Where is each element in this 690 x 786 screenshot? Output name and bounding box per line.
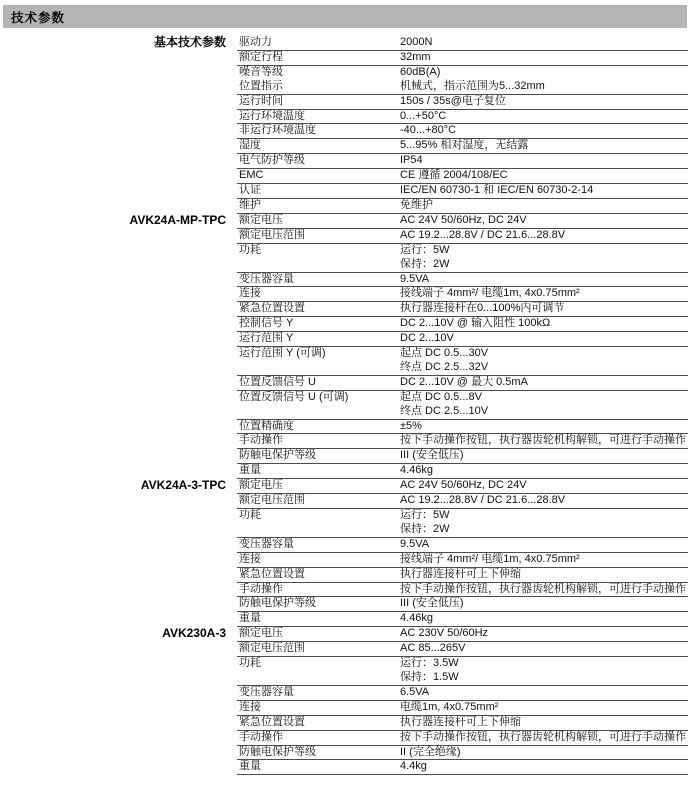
param-value: AC 24V 50/60Hz, DC 24V [400, 213, 527, 226]
table-row [237, 568, 688, 582]
param-value: AC 19.2...28.8V / DC 21.6...28.8V [400, 494, 566, 507]
param-value: 起点 DC 0.5...30V [400, 347, 489, 360]
page-title: 技术参数 [11, 10, 66, 25]
row-group [237, 464, 688, 479]
param-value: 32mm [400, 50, 431, 63]
param-value: 按下手动操作按钮，执行器齿轮机构解锁，可进行手动操作 [400, 582, 686, 595]
param-name: 紧急位置设置 [239, 567, 305, 580]
row-group [237, 244, 688, 273]
table-row [237, 124, 688, 138]
table-row [237, 612, 688, 626]
row-group [237, 273, 688, 288]
param-value: ±5% [400, 419, 422, 432]
table-row [237, 553, 688, 567]
param-name: 驱动力 [239, 36, 272, 48]
row-group [237, 686, 688, 701]
row-group [237, 716, 688, 731]
table-row [237, 258, 688, 272]
table-row [237, 332, 688, 346]
param-name: 手动操作 [239, 730, 283, 743]
param-name: 功耗 [239, 657, 261, 670]
param-value: 按下手动操作按钮，执行器齿轮机构解锁，可进行手动操作 [400, 730, 686, 743]
row-group [237, 434, 688, 449]
param-name: 额定电压范围 [239, 228, 305, 241]
table-row [237, 273, 688, 287]
table-row [237, 199, 688, 213]
row-group [237, 760, 688, 775]
param-name: 重量 [239, 760, 261, 773]
param-value: 4.46kg [400, 612, 434, 625]
table-row [237, 538, 688, 552]
param-name: 位置反馈信号 U [239, 375, 316, 388]
param-name: 重量 [239, 612, 261, 625]
row-group [237, 169, 688, 184]
param-name [237, 405, 400, 419]
row-group [237, 449, 688, 464]
param-name: 噪音等级 [239, 65, 283, 78]
param-value: 5...95% 相对湿度，无结露 [400, 139, 529, 152]
row-group [237, 36, 688, 51]
section-rows [237, 479, 688, 627]
section-header-bar [3, 5, 687, 28]
param-value: 按下手动操作按钮，执行器齿轮机构解锁，可进行手动操作 [400, 434, 686, 447]
param-name: 变压器容量 [239, 685, 294, 698]
param-value: 运行：5W [400, 243, 450, 256]
param-value: 起点 DC 0.5...8V [400, 390, 482, 403]
row-group [237, 287, 688, 302]
param-name: 运行范围 Y [239, 332, 294, 345]
row-group [237, 184, 688, 199]
param-name [237, 258, 400, 272]
table-row [237, 686, 688, 700]
row-group [237, 229, 688, 244]
table-row [237, 657, 688, 671]
table-row [237, 464, 688, 478]
row-group [237, 332, 688, 347]
param-value: II (完全绝缘) [400, 745, 461, 758]
param-name: 额定电压 [239, 627, 283, 640]
table-row [237, 479, 688, 493]
param-value: 机械式，指示范围为5...32mm [400, 79, 545, 92]
param-name: 运行范围 Y (可调) [239, 347, 326, 360]
table-row [237, 80, 688, 94]
section-rows [237, 36, 688, 214]
row-group [237, 642, 688, 657]
row-group [237, 154, 688, 169]
param-value: AC 85...265V [400, 642, 466, 655]
param-name: 湿度 [239, 139, 261, 152]
param-value: IP54 [400, 154, 423, 167]
param-name: 电气防护等级 [239, 154, 305, 167]
row-group [237, 302, 688, 317]
table-row [237, 287, 688, 301]
row-group [237, 553, 688, 568]
param-name: 额定电压 [239, 213, 283, 226]
param-name: 紧急位置设置 [239, 715, 305, 728]
table-row [237, 317, 688, 331]
param-name: 额定行程 [239, 50, 283, 63]
row-group [237, 568, 688, 583]
param-value: CE 遵循 2004/108/EC [400, 169, 508, 182]
param-name: 防触电保护等级 [239, 449, 316, 462]
param-name: 维护 [239, 198, 261, 211]
table-row [237, 760, 688, 774]
param-value: 运行：5W [400, 509, 450, 521]
section-label: AVK230A-3 [162, 626, 226, 641]
param-value: 保持：2W [400, 522, 450, 535]
table-row [237, 244, 688, 258]
table-row [237, 36, 688, 50]
param-value: 4.4kg [400, 760, 427, 773]
row-group [237, 66, 688, 95]
param-name: 非运行环境温度 [239, 124, 316, 137]
table-row [237, 746, 688, 760]
section-label: AVK24A-3-TPC [140, 478, 226, 493]
row-group [237, 479, 688, 494]
row-group [237, 538, 688, 553]
table-row [237, 405, 688, 419]
row-group [237, 509, 688, 538]
param-value: 接线端子 4mm²/ 电缆1m, 4x0.75mm² [400, 552, 580, 565]
table-row [237, 376, 688, 390]
row-group [237, 612, 688, 627]
table-row [237, 214, 688, 228]
param-name [237, 671, 400, 685]
param-value: AC 230V 50/60Hz [400, 627, 489, 640]
row-group [237, 627, 688, 642]
spec-section [0, 479, 688, 627]
param-name: 额定电压范围 [239, 642, 305, 655]
param-value: 终点 DC 2.5...32V [400, 360, 489, 373]
param-name: EMC [239, 169, 264, 182]
param-name: 控制信号 Y [239, 317, 294, 330]
param-name [237, 523, 400, 537]
spec-section [0, 214, 688, 479]
param-value: 执行器连接杆可上下伸缩 [400, 715, 521, 728]
row-group [237, 376, 688, 391]
param-name: 额定电压范围 [239, 494, 305, 507]
table-row [237, 110, 688, 124]
table-row [237, 449, 688, 463]
param-name: 连接 [239, 700, 261, 713]
param-name: 防触电保护等级 [239, 745, 316, 758]
param-value: -40...+80°C [400, 124, 457, 137]
table-row [237, 169, 688, 183]
param-name: 防触电保护等级 [239, 597, 316, 610]
param-name: 手动操作 [239, 434, 283, 447]
param-name: 变压器容量 [239, 537, 294, 550]
param-value: 电缆1m, 4x0.75mm² [400, 700, 499, 713]
table-row [237, 184, 688, 198]
param-value: AC 24V 50/60Hz, DC 24V [400, 479, 527, 492]
param-value: 免维护 [400, 198, 433, 211]
row-group [237, 317, 688, 332]
param-name: 手动操作 [239, 582, 283, 595]
param-value: 接线端子 4mm²/ 电缆1m, 4x0.75mm² [400, 287, 580, 300]
param-name: 额定电压 [239, 479, 283, 492]
param-value: III (安全低压) [400, 449, 464, 462]
param-name: 连接 [239, 287, 261, 300]
section-rows [237, 627, 688, 775]
row-group [237, 731, 688, 746]
row-group [237, 494, 688, 509]
table-row [237, 361, 688, 375]
row-group [237, 139, 688, 154]
section-rows [237, 214, 688, 479]
spec-section [0, 36, 688, 214]
row-group [237, 95, 688, 110]
table-row [237, 420, 688, 434]
row-group [237, 347, 688, 376]
param-name: 运行时间 [239, 94, 283, 107]
param-name: 位置指示 [239, 79, 283, 92]
param-value: 执行器连接杆在0...100%内可调节 [400, 302, 565, 315]
param-value: AC 19.2...28.8V / DC 21.6...28.8V [400, 228, 566, 241]
param-value: 150s / 35s@电子复位 [400, 94, 506, 107]
param-value: III (安全低压) [400, 597, 464, 610]
param-value: DC 2...10V @ 输入阻性 100kΩ [400, 317, 551, 330]
param-value: 保持：2W [400, 257, 450, 270]
param-value: 0...+50°C [400, 109, 447, 122]
row-group [237, 746, 688, 761]
table-row [237, 66, 688, 80]
param-value: 2000N [400, 36, 433, 48]
table-row [237, 701, 688, 715]
param-name: 位置精确度 [239, 419, 294, 432]
param-value: IEC/EN 60730-1 和 IEC/EN 60730-2-14 [400, 184, 594, 197]
table-row [237, 51, 688, 65]
param-value: DC 2...10V [400, 332, 454, 345]
table-row [237, 731, 688, 745]
param-value: 9.5VA [400, 272, 430, 285]
param-name: 认证 [239, 184, 261, 197]
table-row [237, 494, 688, 508]
table-row [237, 302, 688, 316]
param-value: 终点 DC 2.5...10V [400, 404, 489, 417]
section-label: AVK24A-MP-TPC [129, 212, 226, 227]
param-value: 保持：1.5W [400, 670, 459, 683]
param-value: 6.5VA [400, 685, 430, 698]
param-value: 9.5VA [400, 537, 430, 550]
table-row [237, 434, 688, 448]
table-row [237, 583, 688, 597]
table-row [237, 671, 688, 685]
param-name: 紧急位置设置 [239, 302, 305, 315]
table-row [237, 95, 688, 109]
row-group [237, 199, 688, 214]
row-group [237, 701, 688, 716]
param-value: 60dB(A) [400, 65, 441, 78]
param-name: 变压器容量 [239, 272, 294, 285]
param-value: 4.46kg [400, 464, 434, 477]
table-row [237, 229, 688, 243]
param-name: 位置反馈信号 U (可调) [239, 390, 349, 403]
spec-section [0, 627, 688, 775]
row-group [237, 657, 688, 686]
row-group [237, 214, 688, 229]
table-row [237, 347, 688, 361]
table-row [237, 627, 688, 641]
param-name [237, 361, 400, 375]
param-value: 执行器连接杆可上下伸缩 [400, 567, 521, 580]
table-row [237, 154, 688, 168]
row-group [237, 597, 688, 612]
param-name: 连接 [239, 552, 261, 565]
row-group [237, 391, 688, 420]
param-value: DC 2...10V @ 最大 0.5mA [400, 375, 528, 388]
row-group [237, 110, 688, 125]
table-row [237, 139, 688, 153]
table-row [237, 509, 688, 523]
table-row [237, 642, 688, 656]
table-row [237, 523, 688, 537]
row-group [237, 583, 688, 598]
row-group [237, 124, 688, 139]
table-row [237, 597, 688, 611]
technical-parameters-table [0, 36, 688, 775]
param-name: 功耗 [239, 509, 261, 521]
param-name: 运行环境温度 [239, 109, 305, 122]
param-name: 重量 [239, 464, 261, 477]
section-label: 基本技术参数 [153, 35, 226, 49]
table-row [237, 391, 688, 405]
param-value: 运行：3.5W [400, 657, 459, 670]
row-group [237, 51, 688, 66]
table-row [237, 716, 688, 730]
param-name: 功耗 [239, 243, 261, 256]
row-group [237, 420, 688, 435]
